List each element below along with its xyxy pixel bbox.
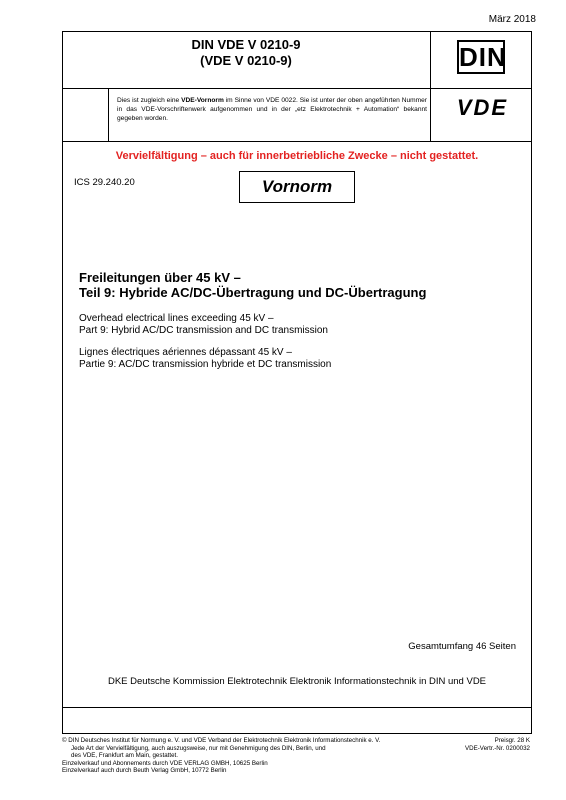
notice-divider	[62, 141, 532, 142]
vde-notice	[117, 96, 427, 123]
cover-frame	[62, 31, 532, 734]
header-divider	[62, 88, 532, 89]
total-pages: Gesamtumfang 46 Seiten	[408, 641, 516, 652]
price-group: Preisgr. 28 K	[494, 737, 530, 744]
notice-left-divider	[108, 88, 109, 141]
vde-logo: VDE	[456, 95, 509, 120]
notice-prefix: Dies ist zugleich eine	[117, 97, 182, 104]
standard-number: DIN VDE V 0210-9	[191, 37, 301, 52]
footer-line4: Einzelverkauf und Abonnements durch VDE VERLAG GMBH, 10625 Berlin	[62, 759, 268, 767]
title-french	[79, 347, 331, 371]
footer-divider	[62, 707, 532, 708]
ics-code: ICS 29.240.20	[74, 177, 135, 188]
doc-type-label: Vornorm	[239, 171, 355, 203]
title-german	[79, 270, 426, 300]
footer-line2: Jede Art der Vervielfältigung, auch auszugsweise, nur mit Genehmigung des DIN, Berlin, und	[71, 744, 326, 752]
title-french-line1: Lignes électriques aériennes dépassant 45 kV –	[79, 347, 292, 358]
title-german-line2: Teil 9: Hybride AC/DC-Übertragung und DC-Übertragung	[79, 285, 427, 300]
title-english-line2: Part 9: Hybrid AC/DC transmission and DC transmission	[79, 325, 328, 336]
footer-legal	[62, 737, 422, 775]
footer-copyright: © DIN Deutsches Institut für Normung e. V. und VDE Verband der Elektrotechnik Elektronik Informationstechnik e. V.	[62, 737, 381, 744]
order-number: VDE-Vertr.-Nr. 0200032	[465, 744, 530, 752]
din-logo: DIN	[459, 42, 507, 72]
footer-line3: des VDE, Frankfurt am Main, gestattet.	[71, 752, 178, 760]
title-english-line1: Overhead electrical lines exceeding 45 kV –	[79, 313, 274, 324]
standard-number-block	[62, 37, 430, 69]
vde-number: (VDE V 0210-9)	[200, 53, 292, 68]
footer-pricing	[465, 737, 530, 752]
logo-column-divider	[430, 31, 431, 141]
title-english	[79, 313, 328, 337]
title-german-line1: Freileitungen über 45 kV –	[79, 270, 241, 285]
dke-line: DKE Deutsche Kommission Elektrotechnik Elektronik Informationstechnik in DIN und VDE	[107, 676, 487, 687]
publication-date: März 2018	[488, 14, 536, 25]
notice-suffix: im Sinne von VDE 0022. Sie ist unter der oben angeführten Nummer in das VDE-Vorschriftenwerk aufgenommen und in der „etz Elektrotechnik + Automation“ bekannt gegeben worden.	[117, 97, 427, 122]
title-french-line2: Partie 9: AC/DC transmission hybride et DC transmission	[79, 359, 332, 370]
notice-bold: VDE-Vornorm	[181, 97, 224, 104]
copy-warning: Vervielfältigung – auch für innerbetriebliche Zwecke – nicht gestattet.	[115, 150, 479, 162]
footer-line5: Einzelverkauf auch durch Beuth Verlag GmbH, 10772 Berlin	[62, 767, 227, 775]
